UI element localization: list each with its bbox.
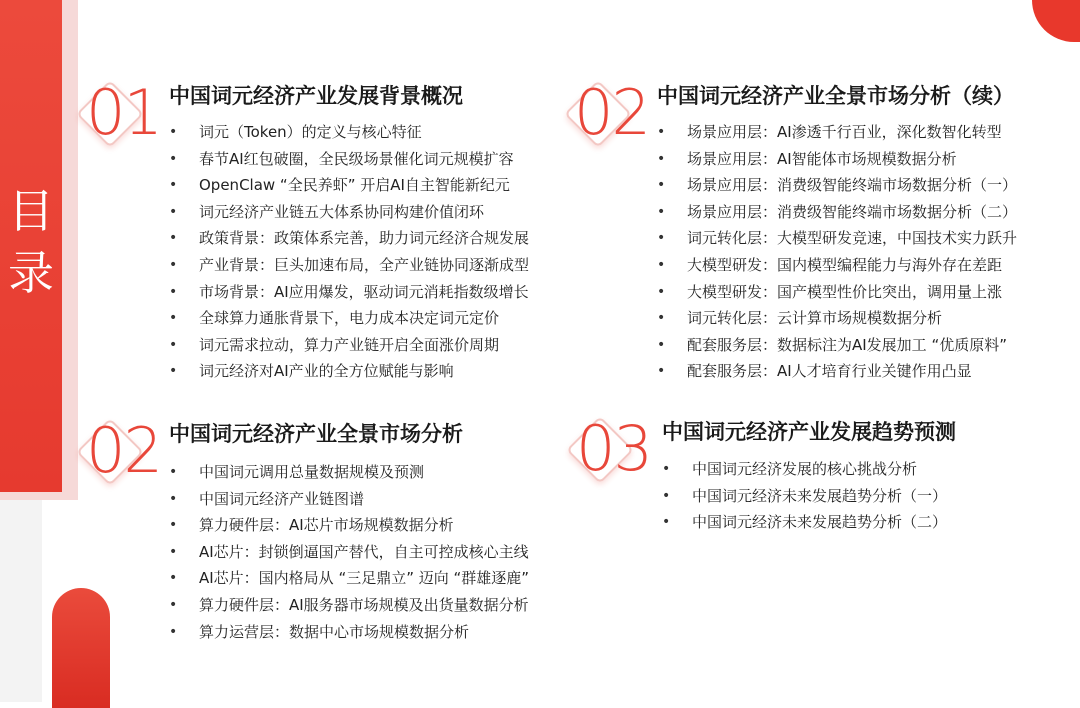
section-number: 01 — [86, 76, 161, 149]
list-item: • 词元转化层：云计算市场规模数据分析 — [657, 305, 1017, 332]
list-item: • OpenClaw “全民养虾” 开启AI自主智能新纪元 — [169, 172, 529, 199]
section-item-list — [657, 119, 1017, 385]
list-item: • 中国词元经济未来发展趋势分析（一） — [662, 483, 947, 510]
section-item-list — [169, 119, 529, 385]
list-item: • 场景应用层：AI智能体市场规模数据分析 — [657, 146, 1017, 173]
list-item: • 大模型研发：国产模型性价比突出，调用量上涨 — [657, 279, 1017, 306]
list-item: • 中国词元经济产业链图谱 — [169, 486, 529, 513]
list-item: • 产业背景：巨头加速布局，全产业链协同逐渐成型 — [169, 252, 529, 279]
list-item: • 大模型研发：国内模型编程能力与海外存在差距 — [657, 252, 1017, 279]
list-item: • 配套服务层：AI人才培育行业关键作用凸显 — [657, 358, 1017, 385]
section-title: 中国词元经济产业全景市场分析（续） — [657, 84, 1014, 108]
list-item: • 政策背景：政策体系完善，助力词元经济合规发展 — [169, 225, 529, 252]
list-item: • 词元转化层：大模型研发竞速，中国技术实力跃升 — [657, 225, 1017, 252]
section-02-continued — [568, 78, 1073, 388]
list-item: • 春节AI红包破圈，全民级场景催化词元规模扩容 — [169, 146, 529, 173]
left-red-panel — [0, 0, 62, 492]
list-item: • 词元经济产业链五大体系协同构建价值闭环 — [169, 199, 529, 226]
left-decor-band — [0, 0, 78, 500]
list-item: • 市场背景：AI应用爆发，驱动词元消耗指数级增长 — [169, 279, 529, 306]
list-item: • AI芯片：国内格局从 “三足鼎立” 迈向 “群雄逐鹿” — [169, 565, 529, 592]
section-number: 02 — [86, 414, 161, 487]
left-grey-strip — [0, 500, 42, 702]
page-title-text: 目录 — [8, 184, 54, 300]
list-item: • 场景应用层：消费级智能终端市场数据分析（二） — [657, 199, 1017, 226]
section-title: 中国词元经济产业发展背景概况 — [169, 84, 463, 108]
list-item: • 算力硬件层：AI芯片市场规模数据分析 — [169, 512, 529, 539]
list-item: • 全球算力通胀背景下，电力成本决定词元定价 — [169, 305, 529, 332]
list-item: • 词元经济对AI产业的全方位赋能与影响 — [169, 358, 529, 385]
list-item: • 中国词元经济发展的核心挑战分析 — [662, 456, 947, 483]
list-item: • 场景应用层：AI渗透千行百业，深化数智化转型 — [657, 119, 1017, 146]
list-item: • 中国词元调用总量数据规模及预测 — [169, 459, 529, 486]
top-right-decor — [1032, 0, 1080, 42]
list-item: • 词元需求拉动，算力产业链开启全面涨价周期 — [169, 332, 529, 359]
page-title — [0, 180, 62, 304]
section-item-list — [662, 456, 947, 536]
section-item-list — [169, 459, 529, 645]
list-item: • 场景应用层：消费级智能终端市场数据分析（一） — [657, 172, 1017, 199]
section-02 — [80, 416, 570, 656]
list-item: • 中国词元经济未来发展趋势分析（二） — [662, 509, 947, 536]
section-number: 03 — [576, 412, 651, 485]
section-number: 02 — [574, 76, 649, 149]
section-title: 中国词元经济产业全景市场分析 — [169, 422, 463, 446]
section-01 — [80, 78, 570, 388]
list-item: • 配套服务层：数据标注为AI发展加工 “优质原料” — [657, 332, 1017, 359]
section-03 — [570, 414, 1070, 554]
list-item: • 算力硬件层：AI服务器市场规模及出货量数据分析 — [169, 592, 529, 619]
section-title: 中国词元经济产业发展趋势预测 — [662, 420, 956, 444]
list-item: • 算力运营层：数据中心市场规模数据分析 — [169, 619, 529, 646]
list-item: • 词元（Token）的定义与核心特征 — [169, 119, 529, 146]
list-item: • AI芯片：封锁倒逼国产替代，自主可控成核心主线 — [169, 539, 529, 566]
